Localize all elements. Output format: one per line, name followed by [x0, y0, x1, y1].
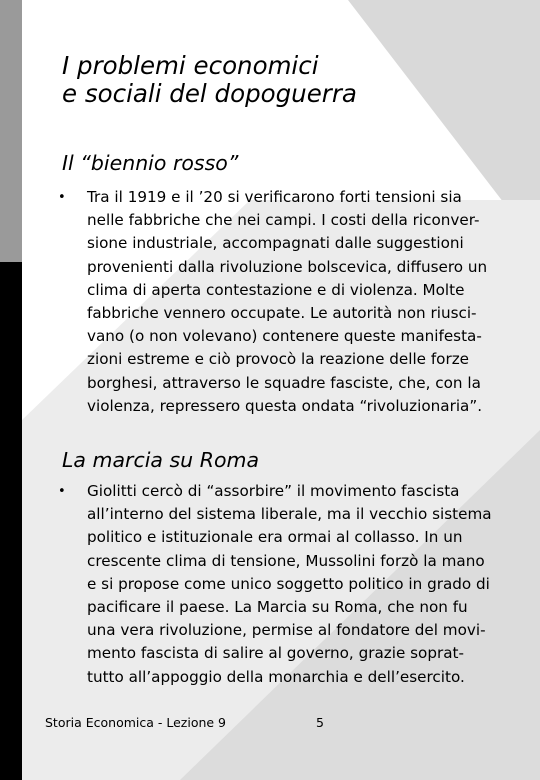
slide-title [62, 52, 502, 108]
paragraph-line: violenza, repressero questa ondata “rivoluzionaria”. [87, 396, 483, 415]
paragraph-line: clima di aperta contestazione e di violenza. Molte [87, 280, 465, 299]
paragraph-line: vano (o non volevano) contenere queste manifesta- [87, 327, 482, 346]
slide-content [22, 0, 540, 780]
title-line: e sociali del dopoguerra [62, 79, 357, 108]
bullet-marker: • [58, 190, 66, 205]
paragraph-line: fabbriche vennero occupate. Le autorità non riusci- [87, 304, 477, 323]
left-accent-bar-grey [0, 0, 22, 262]
section-heading-marcia: La marcia su Roma [62, 448, 260, 472]
paragraph-line: zioni estreme e ciò provocò la reazione delle forze [87, 350, 470, 369]
section-heading-biennio: Il “biennio rosso” [62, 151, 239, 175]
paragraph-line: provenienti dalla rivoluzione bolscevica, diffusero un [87, 257, 488, 276]
paragraph-line: nelle fabbriche che nei campi. I costi della riconver- [87, 211, 480, 230]
paragraph-line: crescente clima di tensione, Mussolini forzò la mano [87, 551, 485, 570]
paragraph-line: all’interno del sistema liberale, ma il vecchio sistema [87, 505, 492, 524]
section-paragraph-marcia [87, 480, 532, 689]
paragraph-line: una vera rivoluzione, permise al fondatore del movi- [87, 621, 486, 640]
left-accent-bar-black [0, 262, 22, 780]
paragraph-line: e si propose come unico soggetto politico in grado di [87, 574, 490, 593]
paragraph-line: borghesi, attraverso le squadre fasciste, che, con la [87, 373, 481, 392]
section-paragraph-biennio [87, 186, 532, 418]
title-line: I problemi economici [62, 51, 319, 80]
paragraph-line: Giolitti cercò di “assorbire” il movimento fascista [87, 482, 460, 500]
footer-course-label: Storia Economica - Lezione 9 [45, 715, 227, 730]
page-number: 5 [316, 715, 324, 730]
paragraph-line: sione industriale, accompagnati dalle suggestioni [87, 234, 464, 253]
paragraph-line: Tra il 1919 e il ’20 si verificarono forti tensioni sia [87, 188, 462, 206]
paragraph-line: politico e istituzionale era ormai al collasso. In un [87, 528, 463, 547]
bullet-marker: • [58, 484, 66, 499]
paragraph-line: mento fascista di salire al governo, grazie soprat- [87, 644, 464, 663]
paragraph-line: pacificare il paese. La Marcia su Roma, che non fu [87, 598, 468, 617]
paragraph-line: tutto all’appoggio della monarchia e dell’esercito. [87, 667, 465, 686]
